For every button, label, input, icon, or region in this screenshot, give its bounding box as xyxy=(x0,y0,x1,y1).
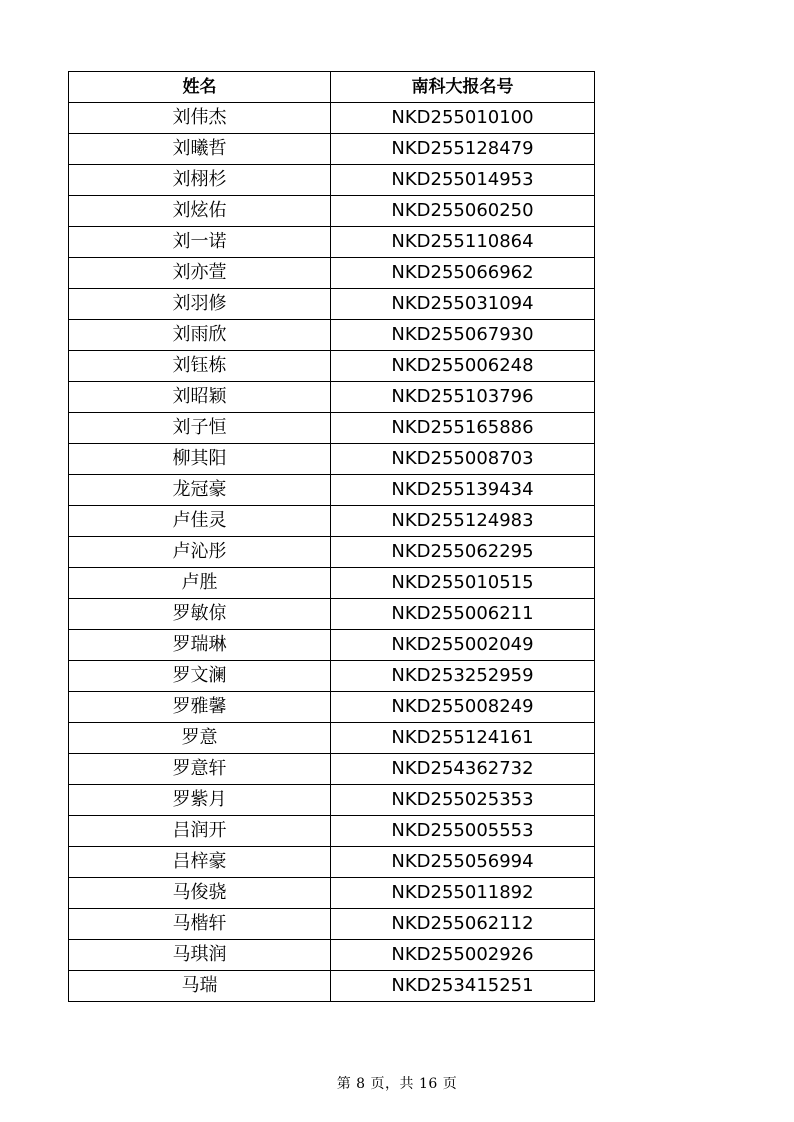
registration-number-cell: NKD255128479 xyxy=(331,134,595,165)
registration-number-cell: NKD255165886 xyxy=(331,413,595,444)
table-row xyxy=(69,971,595,1002)
registration-number-cell: NKD255103796 xyxy=(331,382,595,413)
table-row xyxy=(69,196,595,227)
name-cell: 吕梓豪 xyxy=(69,847,331,878)
name-cell: 马俊骁 xyxy=(69,878,331,909)
name-cell: 卢沁彤 xyxy=(69,537,331,568)
table-row xyxy=(69,444,595,475)
page-footer: 第 8 页，共 16 页 xyxy=(336,1076,458,1092)
registration-number-cell: NKD255110864 xyxy=(331,227,595,258)
registration-number-cell: NKD255056994 xyxy=(331,847,595,878)
registration-number-cell: NKD255031094 xyxy=(331,289,595,320)
name-cell: 卢胜 xyxy=(69,568,331,599)
table-row xyxy=(69,599,595,630)
registration-number-cell: NKD255006211 xyxy=(331,599,595,630)
table-row xyxy=(69,320,595,351)
registration-number-cell: NKD255008249 xyxy=(331,692,595,723)
registration-number-cell: NKD255010100 xyxy=(331,103,595,134)
table-row xyxy=(69,351,595,382)
table-row xyxy=(69,103,595,134)
table-row xyxy=(69,878,595,909)
registration-number-cell: NKD255014953 xyxy=(331,165,595,196)
registration-number-cell: NKD255067930 xyxy=(331,320,595,351)
table-row xyxy=(69,630,595,661)
registration-number-cell: NKD255005553 xyxy=(331,816,595,847)
name-cell: 刘炫佑 xyxy=(69,196,331,227)
name-cell: 罗瑞琳 xyxy=(69,630,331,661)
name-cell: 罗紫月 xyxy=(69,785,331,816)
name-cell: 罗意 xyxy=(69,723,331,754)
registration-number-cell: NKD255025353 xyxy=(331,785,595,816)
table-row xyxy=(69,568,595,599)
table-row xyxy=(69,165,595,196)
column-header-registration-number: 南科大报名号 xyxy=(331,72,595,103)
registration-number-cell: NKD255002926 xyxy=(331,940,595,971)
registration-number-cell: NKD254362732 xyxy=(331,754,595,785)
table-header-row xyxy=(69,72,595,103)
table-row xyxy=(69,909,595,940)
table-row xyxy=(69,816,595,847)
name-cell: 罗意轩 xyxy=(69,754,331,785)
name-cell: 刘子恒 xyxy=(69,413,331,444)
registration-number-cell: NKD253252959 xyxy=(331,661,595,692)
name-cell: 罗雅馨 xyxy=(69,692,331,723)
table-row xyxy=(69,382,595,413)
registration-number-cell: NKD255060250 xyxy=(331,196,595,227)
table-row xyxy=(69,692,595,723)
name-cell: 柳其阳 xyxy=(69,444,331,475)
name-cell: 刘亦萱 xyxy=(69,258,331,289)
name-cell: 刘曦哲 xyxy=(69,134,331,165)
table-row xyxy=(69,258,595,289)
table-row xyxy=(69,661,595,692)
registration-number-cell: NKD255062295 xyxy=(331,537,595,568)
table-row xyxy=(69,289,595,320)
registration-number-cell: NKD255139434 xyxy=(331,475,595,506)
name-cell: 罗文澜 xyxy=(69,661,331,692)
table-row xyxy=(69,785,595,816)
registration-number-cell: NKD255124161 xyxy=(331,723,595,754)
registration-number-cell: NKD255124983 xyxy=(331,506,595,537)
name-cell: 马瑞 xyxy=(69,971,331,1002)
name-cell: 吕润开 xyxy=(69,816,331,847)
applicant-table-container xyxy=(68,71,594,1002)
name-cell: 刘钰栋 xyxy=(69,351,331,382)
name-cell: 刘一诺 xyxy=(69,227,331,258)
table-row xyxy=(69,940,595,971)
applicant-table xyxy=(68,71,595,1002)
name-cell: 刘栩杉 xyxy=(69,165,331,196)
table-row xyxy=(69,847,595,878)
table-row xyxy=(69,537,595,568)
name-cell: 罗敏倞 xyxy=(69,599,331,630)
registration-number-cell: NKD255011892 xyxy=(331,878,595,909)
name-cell: 刘昭颖 xyxy=(69,382,331,413)
name-cell: 刘雨欣 xyxy=(69,320,331,351)
table-row xyxy=(69,723,595,754)
table-row xyxy=(69,227,595,258)
registration-number-cell: NKD255006248 xyxy=(331,351,595,382)
name-cell: 马楷轩 xyxy=(69,909,331,940)
name-cell: 刘伟杰 xyxy=(69,103,331,134)
name-cell: 龙冠豪 xyxy=(69,475,331,506)
name-cell: 刘羽修 xyxy=(69,289,331,320)
name-cell: 马琪润 xyxy=(69,940,331,971)
registration-number-cell: NKD255062112 xyxy=(331,909,595,940)
column-header-name: 姓名 xyxy=(69,72,331,103)
name-cell: 卢佳灵 xyxy=(69,506,331,537)
table-row xyxy=(69,754,595,785)
registration-number-cell: NKD255066962 xyxy=(331,258,595,289)
registration-number-cell: NKD255010515 xyxy=(331,568,595,599)
registration-number-cell: NKD255002049 xyxy=(331,630,595,661)
registration-number-cell: NKD255008703 xyxy=(331,444,595,475)
table-row xyxy=(69,413,595,444)
table-body xyxy=(69,103,595,1002)
table-row xyxy=(69,475,595,506)
registration-number-cell: NKD253415251 xyxy=(331,971,595,1002)
table-row xyxy=(69,134,595,165)
table-row xyxy=(69,506,595,537)
